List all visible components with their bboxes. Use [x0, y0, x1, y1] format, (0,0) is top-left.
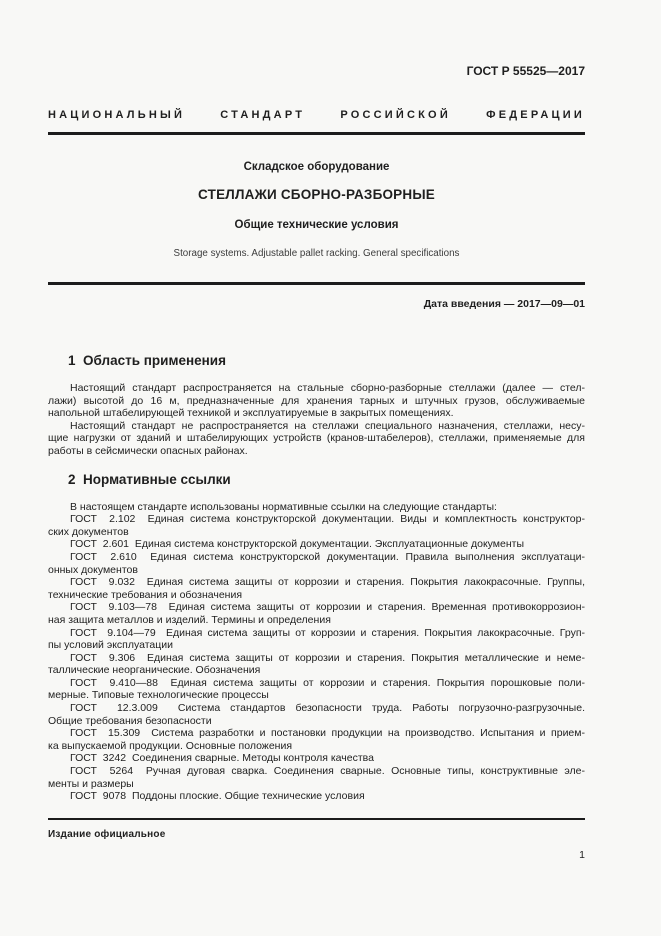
paragraph [48, 576, 585, 601]
standard-title: СТЕЛЛАЖИ СБОРНО-РАЗБОРНЫЕ [198, 187, 435, 202]
sections-container [48, 353, 585, 803]
edition-note: Издание официальное [48, 829, 166, 840]
text-line: онных документов [48, 563, 138, 576]
text-line: технические требования и обозначения [48, 588, 243, 601]
text-line: лажи) высотой до 16 м, предназначенные для хранения тарных и штучных грузов, обслуживаемые [48, 394, 585, 407]
text-line: ГОСТ 9.032 Единая система защиты от коррозии и старения. Покрытия лакокрасочные. Группы, [70, 576, 585, 589]
text-line: В настоящем стандарте использованы нормативные ссылки на следующие стандарты: [70, 500, 497, 513]
text-line: мерные. Типовые технологические процессы [48, 689, 269, 702]
text-line: Настоящий стандарт не распространяется на стеллажи специального назначения, стеллажи, несу- [70, 419, 585, 432]
paragraph [48, 677, 585, 702]
paragraph [48, 601, 585, 626]
text-line: ГОСТ 9.306 Единая система защиты от коррозии и старения. Покрытия металлические и неме- [70, 651, 585, 664]
paragraph [48, 538, 585, 551]
national-standard-banner: НАЦИОНАЛЬНЫЙ СТАНДАРТ РОССИЙСКОЙ ФЕДЕРАЦИИ [48, 109, 585, 121]
section-body [48, 501, 585, 803]
text-line: ГОСТ 9078 Поддоны плоские. Общие технические условия [70, 790, 365, 803]
text-line: менты и размеры [48, 777, 134, 790]
paragraph [48, 513, 585, 538]
doc-code: ГОСТ Р 55525—2017 [466, 64, 585, 78]
page-number: 1 [579, 849, 585, 861]
paragraph [48, 501, 585, 514]
text-line: ГОСТ 2.610 Единая система конструкторской документации. Правила выполнения эксплуатаци- [70, 550, 585, 563]
text-line: ГОСТ 15.309 Система разработки и постановки продукции на производство. Испытания и прием- [70, 727, 585, 740]
text-line: ГОСТ 2.601 Единая система конструкторской документации. Эксплуатационные документы [70, 538, 525, 551]
footer-rule [48, 818, 585, 820]
text-line: ГОСТ 5264 Ручная дуговая сварка. Соединения сварные. Основные типы, конструктивные эле- [70, 765, 585, 778]
text-line: ГОСТ 2.102 Единая система конструкторской документации. Виды и комплектность конструктор- [70, 513, 585, 526]
text-line: ских документов [48, 525, 129, 538]
standard-subtitle: Общие технические условия [234, 219, 399, 231]
text-line: пы условий эксплуатации [48, 639, 173, 652]
paragraph [48, 765, 585, 790]
effective-date: Дата введения — 2017—09—01 [423, 298, 585, 310]
paragraph [48, 627, 585, 652]
text-line: Настоящий стандарт распространяется на стальные сборно-разборные стеллажи (далее — стел- [70, 382, 585, 394]
text-line: таллические неорганические. Обозначения [48, 664, 261, 677]
section [48, 353, 585, 458]
text-line: ГОСТ 9.104—79 Единая система защиты от коррозии и старения. Покрытия лакокрасочные. Груп- [70, 626, 585, 639]
paragraph [48, 727, 585, 752]
equipment-category: Складское оборудование [243, 161, 390, 173]
text-line: ГОСТ 9.410—88 Единая система защиты от коррозии и старения. Покрытия порошковые поли- [70, 676, 585, 689]
text-line: ГОСТ 12.3.009 Система стандартов безопасности труда. Работы погрузочно-разгрузочные. [70, 702, 585, 715]
page-content [48, 0, 585, 803]
english-title: Storage systems. Adjustable pallet racking. General specifications [173, 248, 460, 259]
text-line: ная защита металлов и изделий. Термины и определения [48, 613, 331, 626]
header-rule [48, 132, 585, 135]
paragraph [48, 702, 585, 727]
paragraph [48, 790, 585, 803]
date-rule [48, 282, 585, 285]
text-line: работы в сейсмически опасных районах. [48, 444, 248, 457]
text-line: ГОСТ 3242 Соединения сварные. Методы контроля качества [70, 752, 374, 765]
title-block [48, 161, 585, 260]
section-heading: 1 Область применения [68, 353, 226, 368]
section-body [48, 382, 585, 458]
section [48, 472, 585, 803]
text-line: ка выпускаемой продукции. Основные положения [48, 739, 293, 752]
text-line: Общие требования безопасности [48, 714, 212, 727]
page-footer [48, 818, 585, 861]
paragraph [48, 551, 585, 576]
text-line: щие нагрузки от зданий и штабелирующих устройств (кранов-штабелеров), стеллажи, применяемые для [48, 432, 585, 445]
section-heading: 2 Нормативные ссылки [68, 471, 231, 487]
paragraph [48, 420, 585, 458]
paragraph [48, 752, 585, 765]
text-line: напольной штабелирующей техникой и эксплуатируемые в закрытых помещениях. [48, 407, 454, 420]
paragraph [48, 382, 585, 420]
paragraph [48, 652, 585, 677]
text-line: ГОСТ 9.103—78 Единая система защиты от коррозии и старения. Временная противокоррозион- [70, 601, 585, 614]
